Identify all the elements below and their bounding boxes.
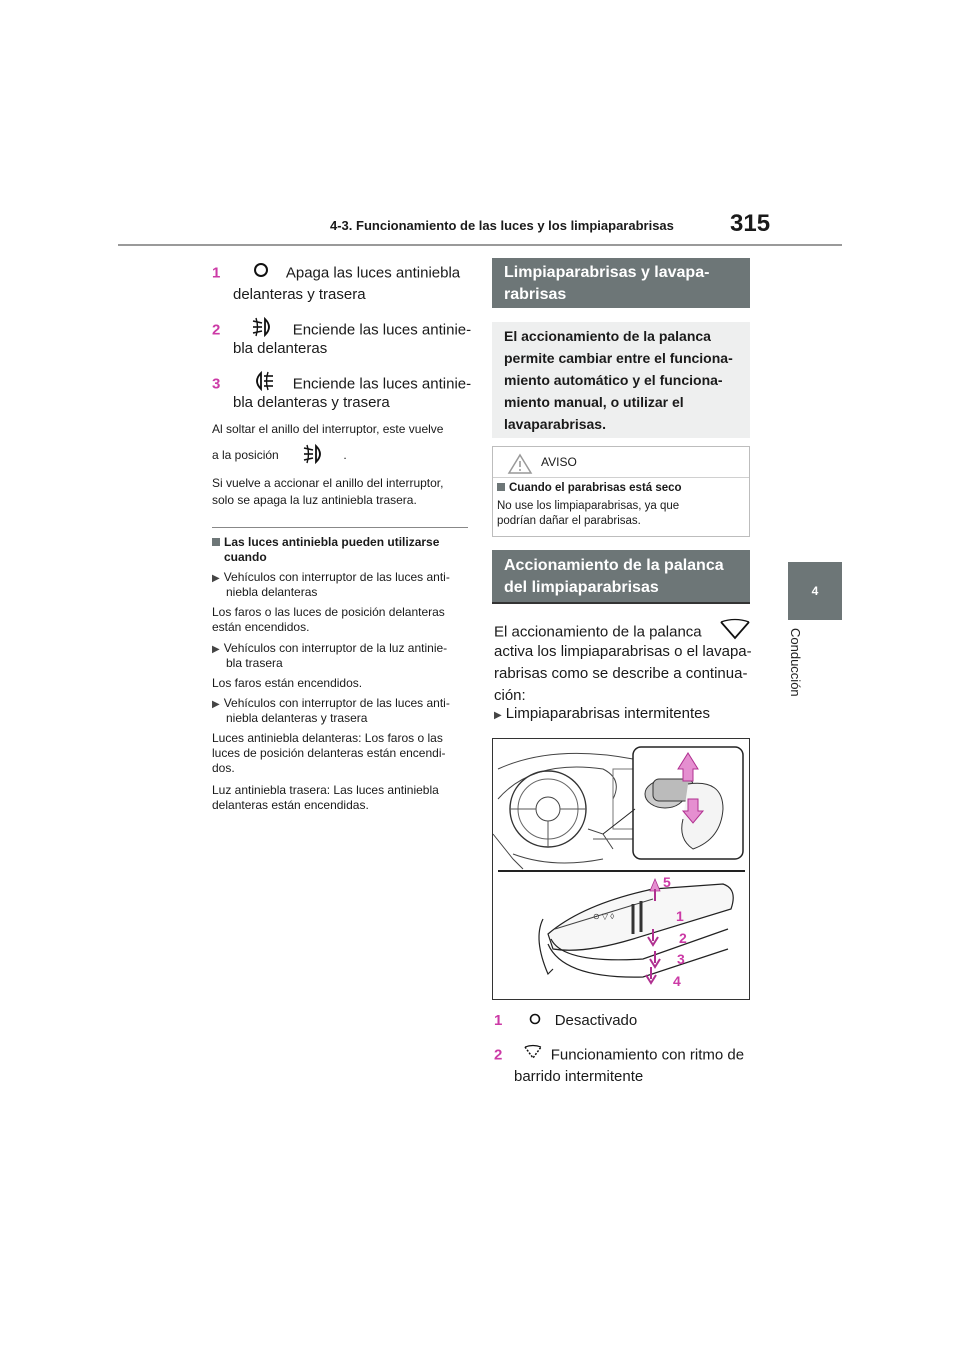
chapter-label: Conducción (788, 628, 803, 697)
intro-line: permite cambiar entre el funciona- (504, 350, 733, 366)
bullet-1-desc: Los faros o las luces de posición delanteras (212, 605, 445, 619)
bullet-3-cont: niebla delanteras y trasera (226, 711, 368, 725)
rear-fog-note: Luz antiniebla trasera: Las luces antiniebla (212, 783, 439, 797)
item-text-cont: bla delanteras y trasera (233, 394, 390, 411)
warning-text: No use los limpiaparabrisas, ya que (497, 500, 680, 512)
warning-label: AVISO (541, 455, 577, 469)
section-heading-wipers (492, 258, 750, 308)
warning-box (492, 446, 750, 537)
intro-line: lavaparabrisas. (504, 416, 606, 432)
release-line-2 (212, 443, 347, 469)
callout-2: 2 (679, 930, 687, 946)
triangle-bullet-icon: ▶ (212, 644, 220, 655)
bullet-2-cont: bla trasera (226, 656, 283, 670)
bullet-2-desc: Los faros están encendidos. (212, 676, 363, 690)
wiper-lever-illustration (492, 738, 750, 1000)
intro-line: miento automático y el funciona- (504, 372, 723, 388)
note-title-cont: cuando (224, 550, 267, 564)
intermittent-wiper-icon (523, 1044, 543, 1067)
off-circle-icon (529, 1010, 541, 1032)
chapter-tab: 4 (788, 562, 842, 620)
callout-3: 3 (677, 951, 685, 967)
wiper-item-1 (494, 1010, 637, 1032)
callout-1: 1 (676, 908, 684, 924)
item-text-cont: delanteras y trasera (233, 286, 366, 303)
warning-text-2: podrían dañar el parabrisas. (497, 515, 641, 527)
item-number: 2 (494, 1046, 503, 1064)
item-text-cont: barrido intermitente (514, 1068, 644, 1085)
item-number: 1 (212, 264, 221, 282)
running-header: 4-3. Funcionamiento de las luces y los limpiaparabrisas (330, 218, 674, 233)
heading-line: del limpiaparabrisas (504, 579, 659, 596)
front-fog-light-icon (302, 443, 326, 469)
item-number: 1 (494, 1012, 503, 1029)
release-period: . (343, 448, 347, 463)
off-circle-icon (253, 262, 269, 285)
bullet-1-cont: niebla delanteras (226, 585, 318, 599)
warning-triangle-icon (507, 453, 533, 480)
page-number: 315 (730, 210, 771, 237)
section-heading-lever (492, 550, 750, 604)
note-title: Las luces antiniebla pueden utilizarse (212, 534, 468, 550)
again-line-2: solo se apaga la luz antiniebla trasera. (212, 493, 417, 507)
item-text: Desactivado (554, 1012, 638, 1029)
header-rule (118, 244, 842, 246)
item-text: Enciende las luces antinie- (292, 375, 472, 393)
bullet-3-desc-3: dos. (212, 761, 235, 775)
svg-text:⊙ ▽ ◊: ⊙ ▽ ◊ (593, 912, 615, 921)
heading-line: Limpiaparabrisas y lavapa- (504, 264, 710, 281)
sub-bullet: ▶ Limpiaparabrisas intermitentes (494, 705, 710, 722)
triangle-bullet-icon: ▶ (212, 573, 220, 584)
item-number: 2 (212, 321, 221, 339)
heading-line: Accionamiento de la palanca (504, 557, 724, 574)
body-line: rabrisas como se describe a continua- (494, 665, 748, 682)
item-text: Enciende las luces antinie- (292, 321, 472, 339)
bullet-1-desc-2: están encendidos. (212, 620, 310, 634)
triangle-bullet-icon: ▶ (494, 710, 502, 721)
release-line: Al soltar el anillo del interruptor, este vuelve (212, 422, 444, 436)
triangle-bullet-icon: ▶ (212, 699, 220, 710)
item-text: Apaga las luces antiniebla (285, 264, 461, 282)
item-text-cont: bla delanteras (233, 340, 328, 357)
warning-divider (493, 477, 749, 478)
body-line: ción: (494, 687, 526, 704)
intro-line: miento manual, o utilizar el (504, 394, 684, 410)
body-line: El accionamiento de la palanca (494, 618, 752, 647)
bullet-3-desc: Luces antiniebla delanteras: Los faros o las (212, 731, 443, 745)
rear-fog-note-2: delanteras están encendidas. (212, 798, 369, 812)
fog-item-1 (212, 262, 460, 285)
callout-4: 4 (673, 973, 681, 989)
wiper-item-2 (494, 1044, 744, 1067)
intro-line: El accionamiento de la palanca (504, 328, 711, 344)
body-line: activa los limpiaparabrisas o el lavapa- (494, 643, 752, 660)
again-line: Si vuelve a accionar el anillo del interruptor, (212, 476, 444, 490)
heading-line: rabrisas (504, 286, 567, 303)
note-divider (212, 527, 468, 528)
bullet-1: ▶ Vehículos con interruptor de las luces anti- (212, 570, 450, 584)
square-bullet-icon (212, 538, 220, 546)
bullet-3: ▶ Vehículos con interruptor de las luces anti- (212, 696, 450, 710)
square-bullet-icon (497, 483, 505, 491)
callout-5: 5 (663, 874, 671, 890)
bullet-3-desc-2: luces de posición delanteras están encendi- (212, 746, 446, 760)
bullet-2: ▶ Vehículos con interruptor de la luz antinie- (212, 641, 448, 655)
warning-title: Cuando el parabrisas está seco (497, 482, 682, 494)
release-text: a la posición (212, 448, 279, 463)
item-number: 3 (212, 375, 221, 393)
dashboard-drawing (493, 739, 749, 999)
intro-box (492, 322, 750, 438)
item-text: Funcionamiento con ritmo de (550, 1046, 745, 1064)
